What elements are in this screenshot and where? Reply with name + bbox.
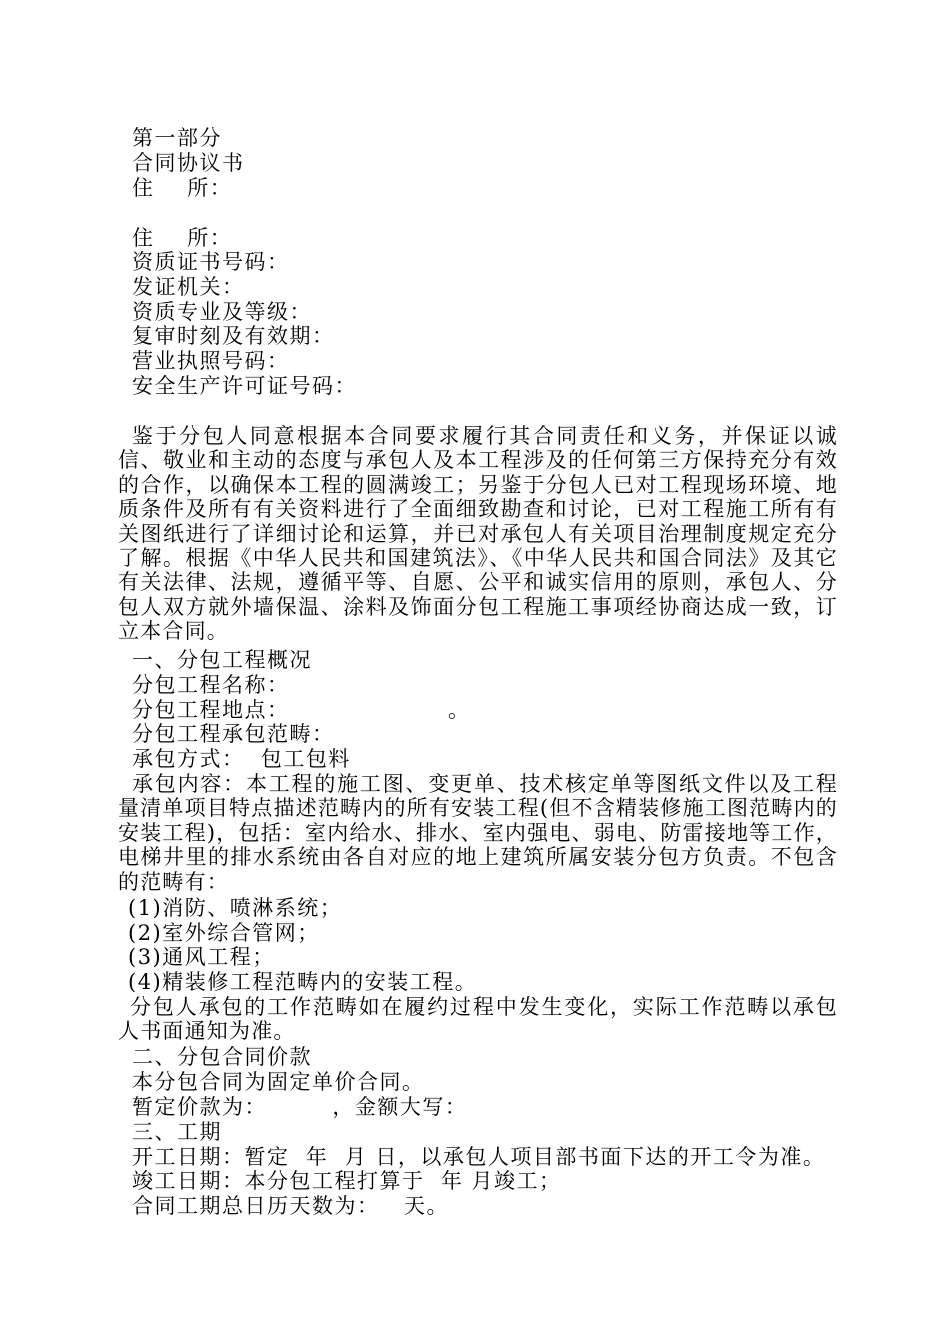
fixed-price-statement: 本分包合同为固定单价合同。 bbox=[132, 1070, 425, 1094]
project-name-field: 分包工程名称： bbox=[132, 673, 290, 697]
section2-heading: 二、分包合同价款 bbox=[132, 1045, 312, 1069]
safety-permit-field: 安全生产许可证号码： bbox=[132, 374, 357, 398]
qualification-level-field: 资质专业及等级： bbox=[132, 300, 312, 324]
issuer-field: 发证机关： bbox=[132, 275, 245, 299]
document-title: 合同协议书 bbox=[132, 151, 245, 175]
contract-content-paragraph: 承包内容：本工程的施工图、变更单、技术核定单等图纸文件以及工程量清单项目特点描述范畴内的所有安装工程(但不含精装修施工图范畴内的安装工程)，包括：室内给水、排水、室内强电、弱电、防雷接地等工作，电梯井里的排水系统由各自对应的地上建筑所属安装分包方负责。不包含的范畴有： bbox=[118, 772, 838, 894]
contract-method-field: 承包方式： 包工包料 bbox=[132, 747, 351, 771]
section3-heading: 三、工期 bbox=[132, 1120, 222, 1144]
address-field-subcontractor: 住 所： bbox=[132, 226, 233, 250]
exclusion-item: (4)精装修工程范畴内的安装工程。 bbox=[128, 970, 478, 994]
part-heading: 第一部分 bbox=[132, 126, 222, 150]
project-scope-field: 分包工程承包范畴： bbox=[132, 722, 335, 746]
completion-date-field: 竣工日期：本分包工程打算于 年 月竣工； bbox=[132, 1169, 562, 1193]
scope-change-paragraph: 分包人承包的工作范畴如在履约过程中发生变化，实际工作范畴以承包人书面通知为准。 bbox=[118, 995, 838, 1044]
address-field-contractor: 住 所： bbox=[132, 176, 233, 200]
provisional-price-field: 暂定价款为： ，金额大写： bbox=[132, 1095, 468, 1119]
cert-number-field: 资质证书号码： bbox=[132, 250, 290, 274]
exclusion-item: (2)室外综合管网； bbox=[128, 921, 320, 945]
total-days-field: 合同工期总日历天数为： 天。 bbox=[132, 1194, 450, 1218]
exclusion-item: (1)消防、喷淋系统； bbox=[128, 896, 343, 920]
start-date-field: 开工日期：暂定 年 月 日，以承包人项目部书面下达的开工令为准。 bbox=[132, 1145, 826, 1169]
preamble-paragraph: 鉴于分包人同意根据本合同要求履行其合同责任和义务，并保证以诚信、敬业和主动的态度与承包人及本工程涉及的任何第三方保持充分有效的合作，以确保本工程的圆满竣工；另鉴于分包人已对工程现场环境、地质条件及所有有关资料进行了全面细致勘查和讨论，已对工程施工所有有关图纸进行了详细讨论和运算，并已对承包人有关项目治理制度规定充分了解。根据《中华人民共和国建筑法》、《中华人民共和国合同法》及其它有关法律、法规，遵循平等、自愿、公平和诚实信用的原则，承包人、分包人双方就外墙保温、涂料及饰面分包工程施工事项经协商达成一致，订立本合同。 bbox=[118, 424, 838, 644]
project-location-field: 分包工程地点： bbox=[132, 698, 290, 722]
section1-heading: 一、分包工程概况 bbox=[132, 648, 312, 672]
location-period: 。 bbox=[448, 698, 471, 722]
business-license-field: 营业执照号码： bbox=[132, 349, 290, 373]
exclusion-item: (3)通风工程； bbox=[128, 945, 275, 969]
review-validity-field: 复审时刻及有效期： bbox=[132, 324, 335, 348]
